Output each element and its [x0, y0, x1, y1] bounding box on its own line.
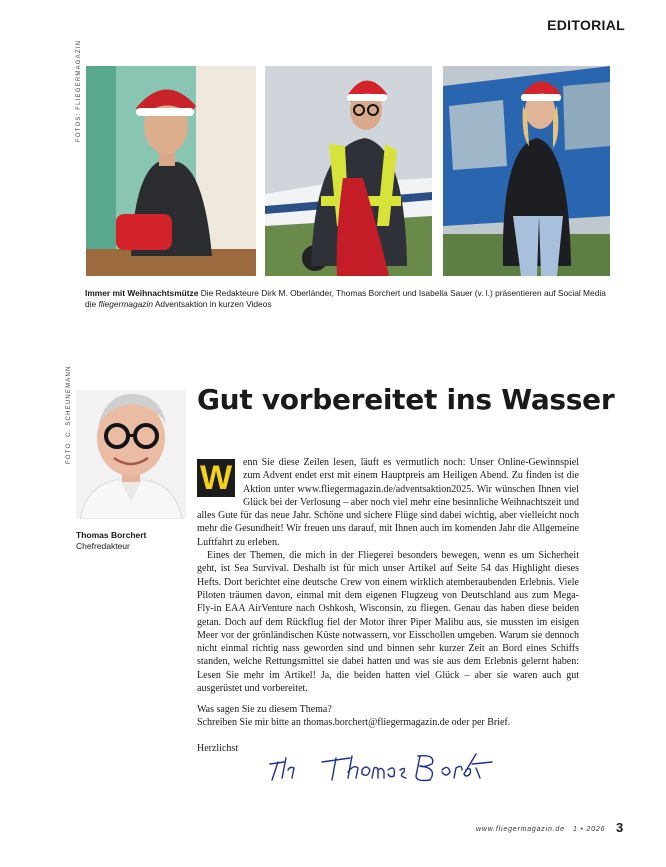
footer-url — [476, 826, 605, 833]
caption-text-1: Die Redakteure Dirk M. Oberländer, Thomas Borchert und Isabella Sauer (v. l.) präsentieren auf Social Media die — [85, 288, 606, 309]
paragraph-2: Eines der Themen, die mich in der Fliegerei besonders bewegen, wenn es um Sicherheit geht, ist Sea Survival. Deshalb ist für mich unser Artikel auf Seite 54 das Highlight dieses Hefts. Dort berichtet eine deutsche Crew von einem wirklich atemberaubenden Erlebnis. Viele Piloten träumen davon, einmal mit dem eigenen Flugzeug von Deutschland aus zum Mega-Fly-in EAA AirVenture nach Oshkosh, Wisconsin, zu fliegen. Genau das haben diese beiden getan. Doch auf dem Rückflug fiel der Motor ihrer Piper Malibu aus, sie mussten im eisigen Meer vor der grönländischen Küste notwassern, vor Eisschollen umgeben. Warum sie dennoch nicht einmal richtig nass geworden sind und binnen sehr kurzer Zeit an Bord eines Schiffs standen, welche Rettungsmittel sie dabei hatten und was sie aus dem Erlebnis gelernt haben: Lesen Sie mehr im Artikel! Ja, die beiden hatten viel Glück – aber sie waren auch gut ausgerüstet und vorbereitet. — [197, 550, 579, 695]
photo-borchert-outdoor — [265, 66, 432, 276]
dropcap: W — [197, 459, 235, 497]
caption-magazine-name: fliegermagazin — [98, 299, 153, 309]
caption-title: Immer mit Weihnachtsmütze — [85, 288, 199, 298]
author-photo-credit: FOTO: C. SCHEUNEMANN — [66, 365, 72, 464]
footer-website: www.fliegermagazin.de — [476, 826, 565, 833]
signature — [266, 748, 496, 793]
section-label: EDITORIAL — [547, 17, 625, 33]
article-headline: Gut vorbereitet ins Wasser — [197, 383, 615, 416]
author-name: Thomas Borchert — [76, 530, 147, 540]
footer-issue: 1 • 2026 — [573, 826, 606, 833]
article-body — [197, 456, 579, 695]
greeting: Herzlichst — [197, 743, 239, 754]
photo-credit: FOTOS: FLIEGERMAGAZIN — [76, 39, 82, 142]
closing-question: Was sagen Sie zu diesem Thema? — [197, 704, 332, 715]
author-portrait — [76, 390, 186, 519]
paragraph-1: enn Sie diese Zeilen lesen, läuft es vermutlich noch: Unser Online-Gewinnspiel zum Advent endet erst mit einem Hauptpreis am Heiligen Abend. Zu finden ist die Aktion unter www.fliegermagazin.de/adventsaktion2025. Wir wünschen Ihnen viel Glück bei der Verlosung – aber noch viel mehr eine besinnliche Weihnachtszeit und alles Gute für das neue Jahr. Schöne und sichere Flüge sind dabei wichtig, aber vielleicht noch mehr die Gesundheit! Wir freuen uns darauf, mit Ihnen auch im komenden Jahr die Allgemeine Luftfahrt zu erleben. — [197, 457, 579, 548]
closing-contact: Schreiben Sie mir bitte an thomas.borchert@fliegermagazin.de oder per Brief. — [197, 717, 511, 729]
page-number: 3 — [616, 820, 624, 835]
author-role: Chefredakteur — [76, 541, 130, 551]
caption-text-2: Adventsaktion in kurzen Videos — [152, 299, 272, 309]
photo-sauer-airplane — [443, 66, 610, 276]
photo-oberlaender — [86, 66, 256, 276]
photo-caption — [85, 288, 615, 310]
closing-block — [197, 703, 510, 730]
